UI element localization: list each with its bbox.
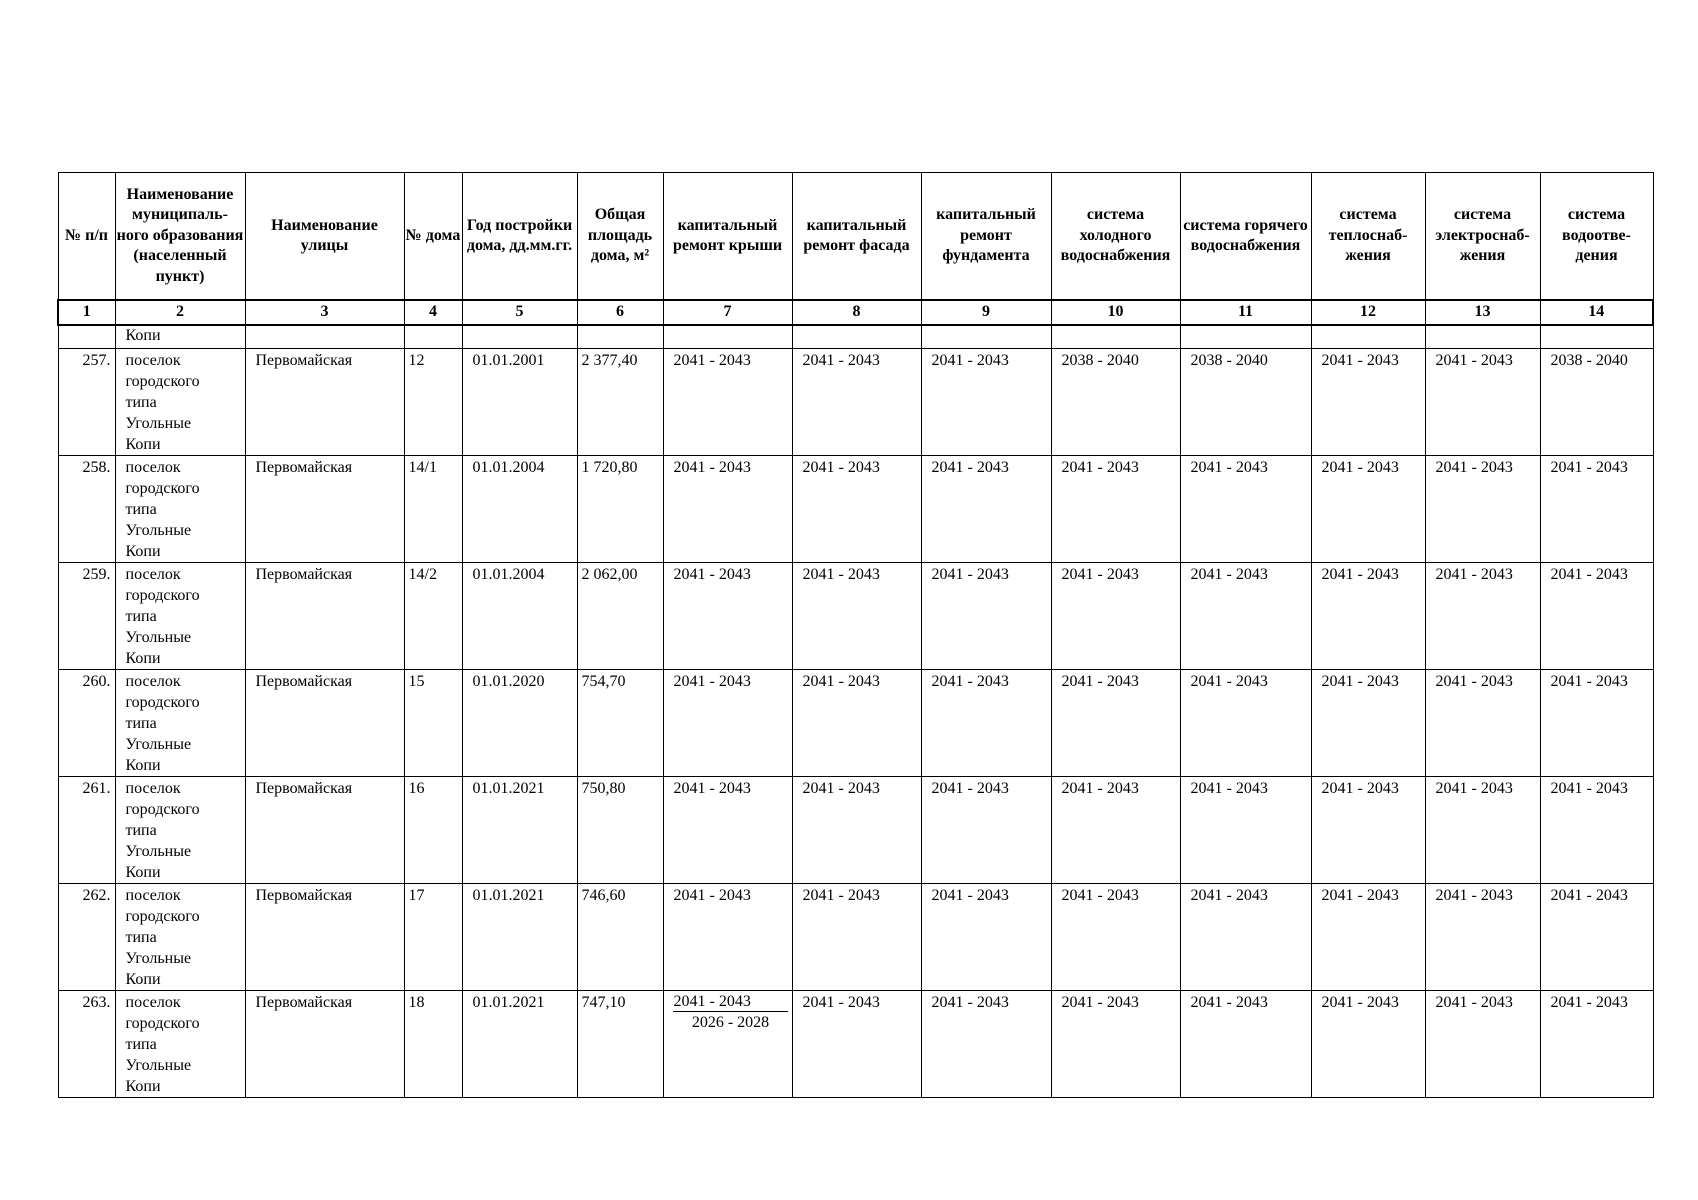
- continuation-row: [58, 325, 1653, 349]
- municipality-line: Угольные: [125, 736, 192, 753]
- table-cell: [1425, 325, 1540, 349]
- house-number-cell: 12: [404, 349, 462, 456]
- drainage-cell: 2041 - 2043: [1540, 991, 1653, 1098]
- municipality-cell: [115, 349, 245, 456]
- municipality-line: типа: [125, 929, 157, 946]
- column-number: 5: [462, 300, 577, 325]
- table-cell: [1311, 325, 1425, 349]
- municipality-line: городского: [125, 801, 200, 818]
- municipality-line: Копи: [125, 1078, 161, 1095]
- header-cell-street: Наименование улицы: [245, 173, 404, 301]
- column-number: 14: [1540, 300, 1653, 325]
- build-year-cell: 01.01.2021: [462, 884, 577, 991]
- drainage-cell: 2041 - 2043: [1540, 563, 1653, 670]
- drainage-cell: 2038 - 2040: [1540, 349, 1653, 456]
- foundation-repair-cell: 2041 - 2043: [921, 991, 1051, 1098]
- header-row: [58, 173, 1653, 301]
- municipality-cell: [115, 884, 245, 991]
- electric-supply-cell: 2041 - 2043: [1425, 670, 1540, 777]
- hot-water-cell: 2041 - 2043: [1180, 670, 1311, 777]
- municipality-line: поселок: [125, 780, 181, 797]
- drainage-cell: 2041 - 2043: [1540, 884, 1653, 991]
- build-year-cell: 01.01.2021: [462, 991, 577, 1098]
- municipality-line: поселок: [125, 352, 181, 369]
- municipality-cell: [115, 777, 245, 884]
- row-number-cell: 263.: [58, 991, 115, 1098]
- hot-water-cell: 2041 - 2043: [1180, 884, 1311, 991]
- house-number-cell: 14/1: [404, 456, 462, 563]
- street-cell: Первомайская: [245, 884, 404, 991]
- municipality-cell: [115, 456, 245, 563]
- cold-water-cell: 2038 - 2040: [1051, 349, 1180, 456]
- table-row: [58, 884, 1653, 991]
- column-number: 6: [577, 300, 663, 325]
- roof-repair-period-alt: 2026 - 2028: [691, 1014, 770, 1031]
- hot-water-cell: 2041 - 2043: [1180, 456, 1311, 563]
- area-cell: 747,10: [577, 991, 663, 1098]
- street-cell: Первомайская: [245, 456, 404, 563]
- municipality-line: городского: [125, 694, 200, 711]
- header-cell-facade: капитальный ремонт фасада: [792, 173, 921, 301]
- roof-repair-cell: [663, 991, 792, 1098]
- municipality-line: поселок: [125, 673, 181, 690]
- electric-supply-cell: 2041 - 2043: [1425, 349, 1540, 456]
- table-cell: [404, 325, 462, 349]
- municipality-line: типа: [125, 394, 157, 411]
- foundation-repair-cell: 2041 - 2043: [921, 349, 1051, 456]
- table-cell: [577, 325, 663, 349]
- foundation-repair-cell: 2041 - 2043: [921, 456, 1051, 563]
- municipality-line: Угольные: [125, 629, 192, 646]
- header-cell-heat: система теплоснаб-жения: [1311, 173, 1425, 301]
- facade-repair-cell: 2041 - 2043: [792, 456, 921, 563]
- column-number: 9: [921, 300, 1051, 325]
- column-number: 11: [1180, 300, 1311, 325]
- continuation-cell: Копи: [115, 325, 245, 349]
- foundation-repair-cell: 2041 - 2043: [921, 884, 1051, 991]
- hot-water-cell: 2041 - 2043: [1180, 991, 1311, 1098]
- municipality-line: Копи: [125, 650, 161, 667]
- facade-repair-cell: 2041 - 2043: [792, 349, 921, 456]
- municipality-line: Копи: [125, 971, 161, 988]
- build-year-cell: 01.01.2020: [462, 670, 577, 777]
- municipality-line: Угольные: [125, 415, 192, 432]
- heat-supply-cell: 2041 - 2043: [1311, 670, 1425, 777]
- municipality-line: типа: [125, 501, 157, 518]
- municipality-line: типа: [125, 822, 157, 839]
- municipality-line: типа: [125, 608, 157, 625]
- roof-repair-cell: 2041 - 2043: [663, 777, 792, 884]
- municipality-line: Копи: [125, 864, 161, 881]
- electric-supply-cell: 2041 - 2043: [1425, 884, 1540, 991]
- house-number-cell: 18: [404, 991, 462, 1098]
- street-cell: Первомайская: [245, 563, 404, 670]
- electric-supply-cell: 2041 - 2043: [1425, 991, 1540, 1098]
- municipality-line: поселок: [125, 994, 181, 1011]
- table-row: [58, 456, 1653, 563]
- area-cell: 746,60: [577, 884, 663, 991]
- column-number: 13: [1425, 300, 1540, 325]
- row-number-cell: 260.: [58, 670, 115, 777]
- municipality-line: Угольные: [125, 1057, 192, 1074]
- column-number: 4: [404, 300, 462, 325]
- municipality-cell: [115, 991, 245, 1098]
- municipality-line: поселок: [125, 566, 181, 583]
- table-cell: [58, 325, 115, 349]
- table-row: [58, 349, 1653, 456]
- municipality-line: поселок: [125, 887, 181, 904]
- build-year-cell: 01.01.2001: [462, 349, 577, 456]
- area-cell: 2 377,40: [577, 349, 663, 456]
- row-number-cell: 261.: [58, 777, 115, 884]
- municipality-line: поселок: [125, 459, 181, 476]
- municipality-cell: [115, 563, 245, 670]
- electric-supply-cell: 2041 - 2043: [1425, 777, 1540, 884]
- municipality-line: типа: [125, 715, 157, 732]
- column-number: 3: [245, 300, 404, 325]
- facade-repair-cell: 2041 - 2043: [792, 777, 921, 884]
- electric-supply-cell: 2041 - 2043: [1425, 456, 1540, 563]
- drainage-cell: 2041 - 2043: [1540, 456, 1653, 563]
- column-number: 12: [1311, 300, 1425, 325]
- column-number: 1: [58, 300, 115, 325]
- cold-water-cell: 2041 - 2043: [1051, 777, 1180, 884]
- table-cell: [462, 325, 577, 349]
- row-number-cell: 262.: [58, 884, 115, 991]
- cold-water-cell: 2041 - 2043: [1051, 456, 1180, 563]
- cold-water-cell: 2041 - 2043: [1051, 884, 1180, 991]
- hot-water-cell: 2041 - 2043: [1180, 777, 1311, 884]
- area-cell: 754,70: [577, 670, 663, 777]
- municipality-line: Копи: [125, 543, 161, 560]
- heat-supply-cell: 2041 - 2043: [1311, 456, 1425, 563]
- street-cell: Первомайская: [245, 670, 404, 777]
- municipality-line: городского: [125, 480, 200, 497]
- column-number: 2: [115, 300, 245, 325]
- header-cell-drainage: система водоотве-дения: [1540, 173, 1653, 301]
- column-number: 7: [663, 300, 792, 325]
- table-row: [58, 991, 1653, 1098]
- house-number-cell: 15: [404, 670, 462, 777]
- municipality-line: городского: [125, 1015, 200, 1032]
- municipality-line: Копи: [125, 757, 161, 774]
- table-row: [58, 563, 1653, 670]
- header-cell-num: № п/п: [58, 173, 115, 301]
- drainage-cell: 2041 - 2043: [1540, 670, 1653, 777]
- foundation-repair-cell: 2041 - 2043: [921, 777, 1051, 884]
- street-cell: Первомайская: [245, 991, 404, 1098]
- column-number: 8: [792, 300, 921, 325]
- header-cell-year: Год постройки дома, дд.мм.гг.: [462, 173, 577, 301]
- cold-water-cell: 2041 - 2043: [1051, 563, 1180, 670]
- house-number-cell: 17: [404, 884, 462, 991]
- roof-repair-cell: 2041 - 2043: [663, 563, 792, 670]
- house-number-cell: 16: [404, 777, 462, 884]
- cold-water-cell: 2041 - 2043: [1051, 991, 1180, 1098]
- row-number-cell: 258.: [58, 456, 115, 563]
- column-number-row: [58, 300, 1653, 325]
- municipality-line: Угольные: [125, 950, 192, 967]
- header-cell-roof: капитальный ремонт крыши: [663, 173, 792, 301]
- facade-repair-cell: 2041 - 2043: [792, 884, 921, 991]
- table-row: [58, 777, 1653, 884]
- facade-repair-cell: 2041 - 2043: [792, 563, 921, 670]
- header-cell-hot-water: система горячего водоснабжения: [1180, 173, 1311, 301]
- build-year-cell: 01.01.2004: [462, 563, 577, 670]
- header-cell-electric: система электроснаб-жения: [1425, 173, 1540, 301]
- municipality-line: городского: [125, 587, 200, 604]
- table-row: [58, 670, 1653, 777]
- table-cell: [245, 325, 404, 349]
- header-cell-house: № дома: [404, 173, 462, 301]
- street-cell: Первомайская: [245, 349, 404, 456]
- area-cell: 1 720,80: [577, 456, 663, 563]
- municipality-line: городского: [125, 908, 200, 925]
- heat-supply-cell: 2041 - 2043: [1311, 991, 1425, 1098]
- table-cell: [792, 325, 921, 349]
- table-cell: [1051, 325, 1180, 349]
- header-cell-municipality: Наименование муниципаль-ного образования (населенный пункт): [115, 173, 245, 301]
- heat-supply-cell: 2041 - 2043: [1311, 349, 1425, 456]
- facade-repair-cell: 2041 - 2043: [792, 991, 921, 1098]
- row-number-cell: 257.: [58, 349, 115, 456]
- roof-repair-cell: 2041 - 2043: [663, 670, 792, 777]
- municipality-cell: [115, 670, 245, 777]
- cold-water-cell: 2041 - 2043: [1051, 670, 1180, 777]
- hot-water-cell: 2038 - 2040: [1180, 349, 1311, 456]
- table-cell: [663, 325, 792, 349]
- drainage-cell: 2041 - 2043: [1540, 777, 1653, 884]
- table-cell: [1180, 325, 1311, 349]
- heat-supply-cell: 2041 - 2043: [1311, 884, 1425, 991]
- roof-repair-cell: 2041 - 2043: [663, 884, 792, 991]
- area-cell: 750,80: [577, 777, 663, 884]
- house-number-cell: 14/2: [404, 563, 462, 670]
- municipality-line: Угольные: [125, 522, 192, 539]
- municipality-line: Копи: [125, 436, 161, 453]
- column-number: 10: [1051, 300, 1180, 325]
- municipality-line: типа: [125, 1036, 157, 1053]
- municipality-line: Угольные: [125, 843, 192, 860]
- street-cell: Первомайская: [245, 777, 404, 884]
- heat-supply-cell: 2041 - 2043: [1311, 777, 1425, 884]
- facade-repair-cell: 2041 - 2043: [792, 670, 921, 777]
- foundation-repair-cell: 2041 - 2043: [921, 670, 1051, 777]
- build-year-cell: 01.01.2004: [462, 456, 577, 563]
- roof-repair-period: 2041 - 2043: [673, 992, 788, 1012]
- roof-repair-cell: 2041 - 2043: [663, 456, 792, 563]
- heat-supply-cell: 2041 - 2043: [1311, 563, 1425, 670]
- roof-repair-cell: 2041 - 2043: [663, 349, 792, 456]
- hot-water-cell: 2041 - 2043: [1180, 563, 1311, 670]
- electric-supply-cell: 2041 - 2043: [1425, 563, 1540, 670]
- row-number-cell: 259.: [58, 563, 115, 670]
- table-cell: [921, 325, 1051, 349]
- foundation-repair-cell: 2041 - 2043: [921, 563, 1051, 670]
- capital-repair-table: [57, 172, 1654, 1098]
- table-cell: [1540, 325, 1653, 349]
- header-cell-area: Общая площадь дома, м²: [577, 173, 663, 301]
- header-cell-cold-water: система холодного водоснабжения: [1051, 173, 1180, 301]
- area-cell: 2 062,00: [577, 563, 663, 670]
- municipality-line: городского: [125, 373, 200, 390]
- header-cell-foundation: капитальный ремонт фундамента: [921, 173, 1051, 301]
- build-year-cell: 01.01.2021: [462, 777, 577, 884]
